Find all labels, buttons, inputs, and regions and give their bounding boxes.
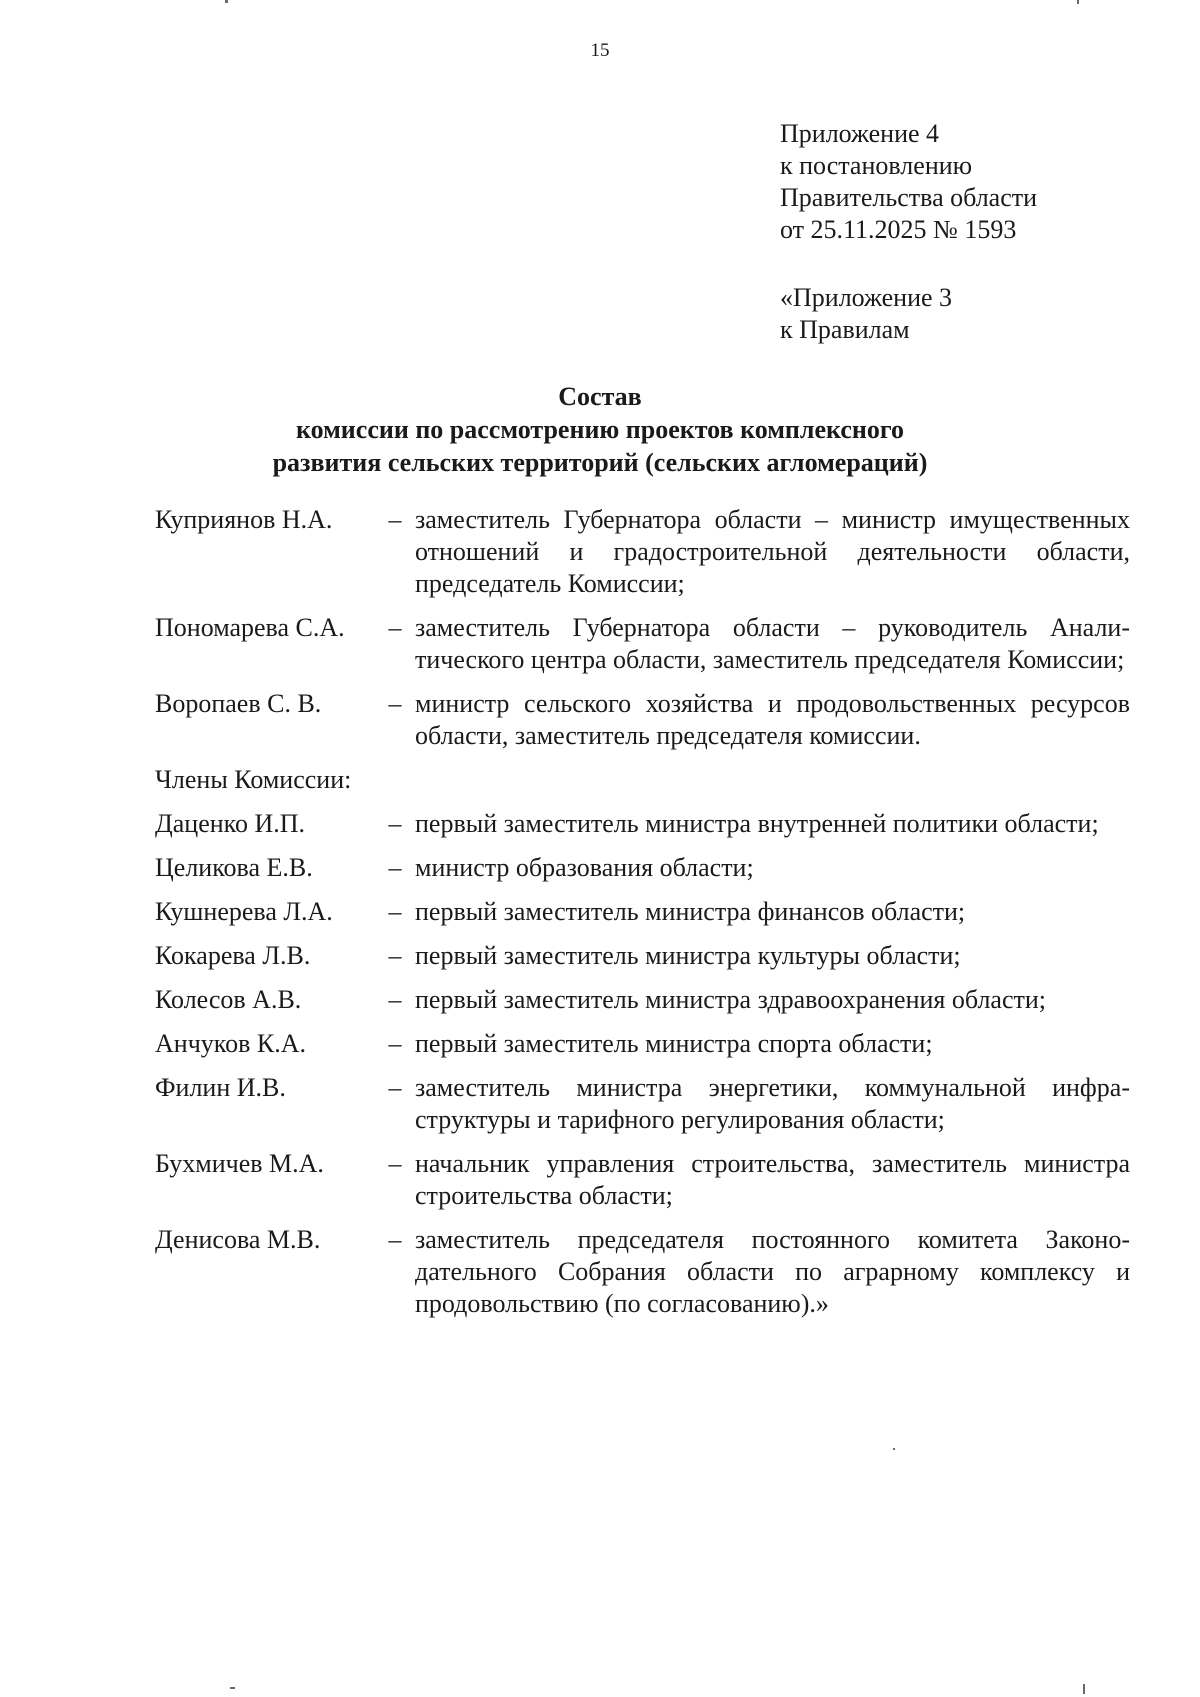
member-role: заместитель Губернатора области – министр имущественных отношений и градостроительной деятельности области, председатель Комиссии;: [415, 505, 1130, 598]
members-section-label: Члены Комиссии:: [155, 765, 352, 794]
dash-separator: –: [388, 1225, 402, 1254]
member-role: заместитель Губернатора области – руководитель Аналитического центра области, заместитель председателя Комиссии;: [415, 613, 1130, 674]
commission-row: [155, 896, 1130, 928]
dash-separator: –: [388, 1149, 402, 1178]
member-role: первый заместитель министра здравоохранения области;: [415, 985, 1047, 1014]
commission-row: [155, 808, 1130, 840]
title-line: комиссии по рассмотрению проектов комплексного: [295, 415, 905, 444]
member-role: первый заместитель министра спорта области;: [415, 1029, 933, 1058]
member-name: Кокарева Л.В.: [155, 941, 311, 970]
member-name: Денисова М.В.: [155, 1225, 321, 1254]
member-name: Воропаев С. В.: [155, 689, 322, 718]
commission-row: [155, 852, 1130, 884]
member-name: Анчуков К.А.: [155, 1029, 306, 1058]
scan-artifact: [225, 0, 228, 3]
scan-artifact: [1083, 1684, 1085, 1694]
commission-row: [155, 1148, 1130, 1212]
rules-appendix-line: «Приложение 3: [780, 283, 953, 312]
appendix-line: к постановлению: [780, 151, 973, 180]
appendix-line: Правительства области: [780, 183, 1038, 212]
title-line: Состав: [558, 382, 642, 411]
dash-separator: –: [388, 809, 402, 838]
member-name: Куприянов Н.А.: [155, 505, 333, 534]
member-role: заместитель председателя постоянного комитета Законодательного Собрания области по аграрному комплексу и продовольствию (по согласованию).»: [415, 1225, 1130, 1318]
scan-artifact: [893, 1448, 895, 1450]
dash-separator: –: [388, 1073, 402, 1102]
commission-row: [155, 612, 1130, 676]
dash-separator: –: [388, 853, 402, 882]
member-role: начальник управления строительства, заместитель министра строительства области;: [415, 1149, 1130, 1210]
document-title: [0, 380, 1200, 479]
rules-appendix-header: [780, 282, 952, 346]
scan-artifact: [1077, 0, 1079, 4]
page-number: 15: [590, 40, 610, 61]
dash-separator: –: [388, 505, 402, 534]
member-name: Целикова Е.В.: [155, 853, 313, 882]
member-role: министр образования области;: [415, 853, 754, 882]
dash-separator: –: [388, 985, 402, 1014]
commission-row: [155, 1028, 1130, 1060]
commission-list: [155, 504, 1130, 1332]
member-role: первый заместитель министра финансов области;: [415, 897, 966, 926]
commission-row: [155, 984, 1130, 1016]
dash-separator: –: [388, 941, 402, 970]
dash-separator: –: [388, 897, 402, 926]
member-name: Даценко И.П.: [155, 809, 306, 838]
member-role: министр сельского хозяйства и продовольственных ресурсов области, заместитель председателя комиссии.: [415, 689, 1130, 750]
dash-separator: –: [388, 613, 402, 642]
member-name: Филин И.В.: [155, 1073, 286, 1102]
member-role: заместитель министра энергетики, коммунальной инфраструктуры и тарифного регулирования области;: [415, 1073, 1130, 1134]
commission-row: [155, 504, 1130, 600]
member-role: первый заместитель министра культуры области;: [415, 941, 961, 970]
rules-appendix-line: к Правилам: [780, 315, 910, 344]
commission-row: [155, 1224, 1130, 1320]
commission-row: [155, 940, 1130, 972]
scan-artifact: [230, 1687, 235, 1689]
appendix-header: [780, 118, 1037, 246]
dash-separator: –: [388, 1029, 402, 1058]
commission-row: [155, 688, 1130, 752]
member-name: Кушнерева Л.А.: [155, 897, 333, 926]
title-line: развития сельских территорий (сельских агломераций): [272, 448, 928, 477]
member-role: первый заместитель министра внутренней политики области;: [415, 809, 1099, 838]
dash-separator: –: [388, 689, 402, 718]
appendix-line: от 25.11.2025 № 1593: [780, 215, 1017, 244]
member-name: Бухмичев М.А.: [155, 1149, 324, 1178]
appendix-line: Приложение 4: [780, 119, 940, 148]
member-name: Пономарева С.А.: [155, 613, 345, 642]
member-name: Колесов А.В.: [155, 985, 302, 1014]
commission-row: [155, 1072, 1130, 1136]
